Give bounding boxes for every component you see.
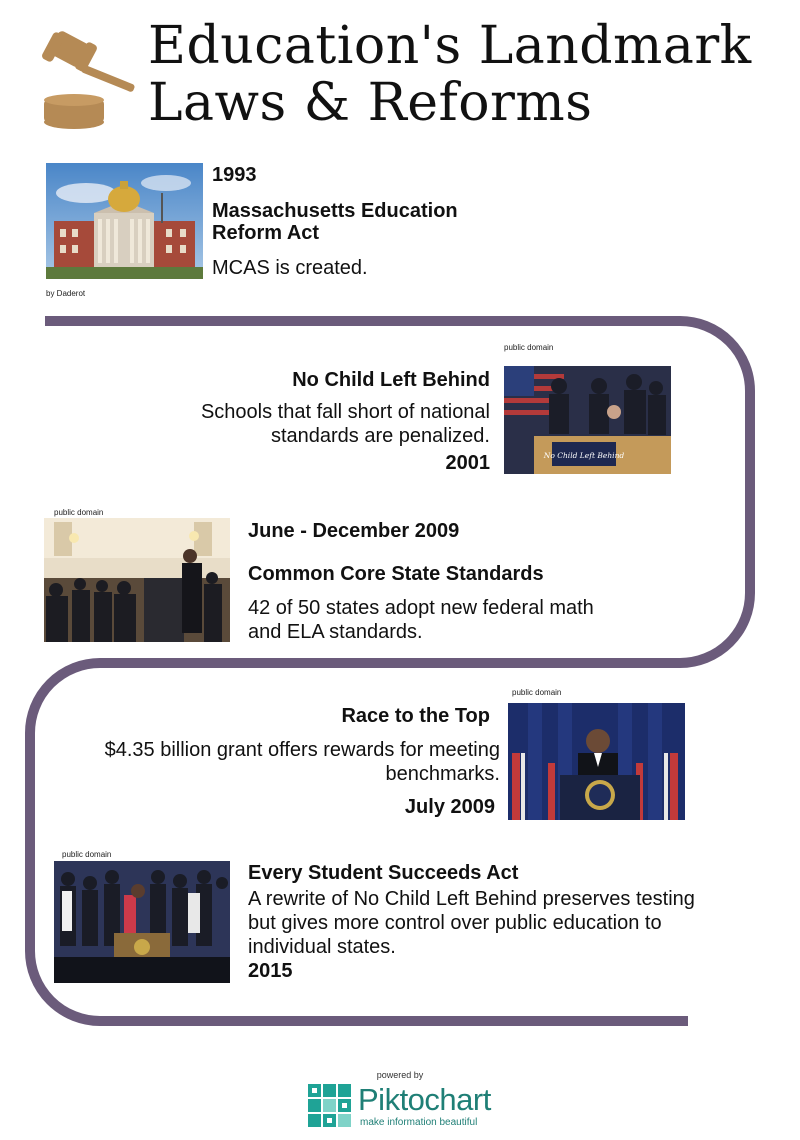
state-house-image [46, 163, 203, 279]
event-2015-title: Every Student Succeeds Act [248, 862, 519, 884]
event-2001-credit: public domain [504, 343, 554, 352]
event-2001-photo [504, 366, 671, 474]
event-race-to-top-photo [508, 703, 685, 820]
event-2009-common-core-photo [44, 518, 230, 642]
event-2015-photo [54, 861, 230, 983]
speech-room-image [44, 518, 230, 642]
piktochart-logo-icon[interactable] [308, 1084, 352, 1128]
event-1993-credit: by Daderot [46, 289, 86, 298]
bill-signing-image [504, 366, 671, 474]
page-title [148, 18, 752, 132]
event-2009-common-core-title: Common Core State Standards [248, 563, 544, 585]
powered-by-label: powered by [376, 1070, 424, 1080]
event-2009-common-core-description: 42 of 50 states adopt new federal math and ELA standards. [248, 597, 594, 643]
event-2015-description: A rewrite of No Child Left Behind preserves testing but gives more control over public education to individual states. [248, 888, 695, 958]
event-2009-common-core-year: June - December 2009 [248, 520, 460, 542]
piktochart-brand[interactable]: Piktochart [358, 1082, 491, 1117]
podium-sign-text: No Child Left Behind [543, 451, 625, 460]
essa-signing-image [54, 861, 230, 983]
event-1993-year: 1993 [212, 164, 257, 186]
event-2001-title: No Child Left Behind [292, 369, 490, 391]
event-2001-year: 2001 [445, 452, 490, 474]
event-race-to-top-description: $4.35 billion grant offers rewards for meeting benchmarks. [104, 739, 500, 785]
event-race-to-top-credit: public domain [512, 688, 562, 697]
presidential-podium-image [508, 703, 685, 820]
event-2001-description: Schools that fall short of national standards are penalized. [200, 401, 490, 447]
event-race-to-top-title: Race to the Top [341, 705, 490, 727]
event-2015-year: 2015 [248, 960, 293, 982]
piktochart-tagline: make information beautiful [360, 1117, 478, 1128]
event-1993-description: MCAS is created. [212, 257, 368, 279]
title-line-2: Laws & Reforms [148, 73, 593, 133]
event-race-to-top-year: July 2009 [404, 796, 495, 818]
event-1993-title: Massachusetts Education Reform Act [212, 200, 458, 244]
event-2015-credit: public domain [62, 850, 112, 859]
event-2009-common-core-credit: public domain [54, 508, 104, 517]
title-line-1: Education's Landmark [148, 16, 752, 76]
gavel-icon [42, 26, 138, 130]
event-1993-photo [46, 163, 203, 279]
